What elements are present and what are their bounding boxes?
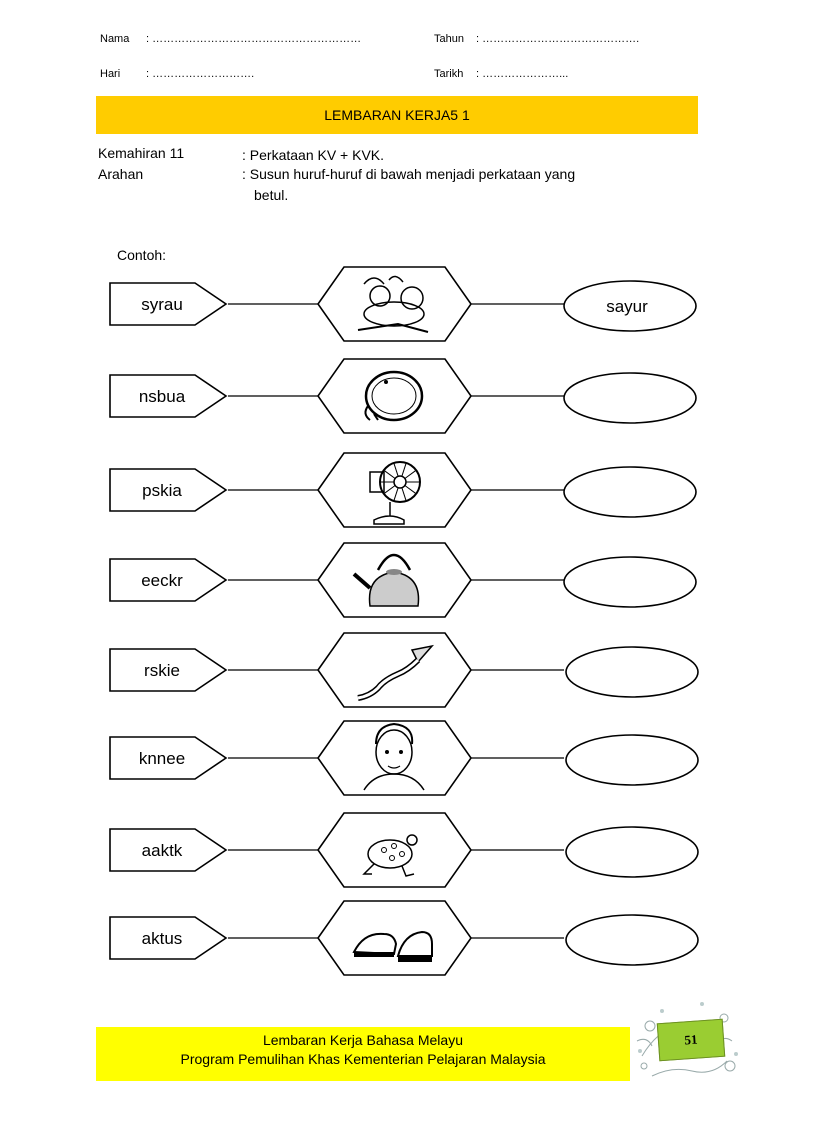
exercise-row [110, 267, 696, 341]
hari-field[interactable]: : ………………………. [146, 68, 255, 80]
arahan-value: : Susun huruf-huruf di bawah menjadi perkataan yang [242, 166, 576, 182]
scrambled-word: syrau [141, 295, 183, 314]
answer-oval[interactable] [564, 373, 696, 423]
picture-hexagon [318, 633, 471, 707]
picture-hexagon [318, 721, 471, 795]
kemahiran-value: : Perkataan KV + KVK. [242, 147, 385, 163]
tahun-field[interactable]: : ……………………………………. [476, 33, 640, 45]
scrambled-word: eeckr [141, 571, 183, 590]
scrambled-word: aktus [141, 929, 183, 948]
exercise-row [110, 633, 698, 707]
exercise-row [110, 359, 696, 433]
answer-oval[interactable] [566, 647, 698, 697]
footer-line-1: Lembaran Kerja Bahasa Melayu [262, 1032, 463, 1048]
picture-hexagon [318, 267, 471, 341]
answer-oval[interactable] [564, 557, 696, 607]
arahan-value-cont: betul. [254, 187, 289, 203]
tahun-label: Tahun [434, 33, 464, 45]
page-number-badge [657, 1019, 725, 1062]
worksheet-title: LEMBARAN KERJA5 1 [324, 107, 470, 123]
scrambled-word: rskie [144, 661, 180, 680]
page-number: 51 [683, 1031, 698, 1048]
exercise-row [110, 813, 698, 887]
picture-hexagon [318, 813, 471, 887]
nama-label: Nama [100, 33, 130, 45]
answer-oval[interactable] [566, 915, 698, 965]
exercise-row [110, 543, 696, 617]
answer-oval[interactable] [566, 735, 698, 785]
exercise-row [110, 721, 698, 795]
answer-text: sayur [606, 297, 648, 316]
picture-hexagon [318, 359, 471, 433]
scrambled-word: knnee [138, 749, 186, 768]
scrambled-word: nsbua [138, 387, 186, 406]
footer-bar [96, 1027, 630, 1081]
contoh-label: Contoh: [117, 247, 167, 263]
tarikh-label: Tarikh [434, 68, 464, 80]
footer-line-2: Program Pemulihan Khas Kementerian Pelajaran Malaysia [180, 1051, 546, 1067]
nama-field[interactable]: : ………………………………………………… [146, 33, 362, 45]
answer-oval[interactable] [564, 467, 696, 517]
scrambled-word: pskia [142, 481, 182, 500]
answer-oval[interactable] [566, 827, 698, 877]
exercise-row [110, 901, 698, 975]
tarikh-field[interactable]: : …………………... [476, 68, 569, 80]
kemahiran-label: Kemahiran 11 [98, 145, 185, 161]
hari-label: Hari [100, 68, 121, 80]
exercise-row [110, 453, 696, 527]
scrambled-word: aaktk [141, 841, 183, 860]
arahan-label: Arahan [98, 166, 144, 182]
